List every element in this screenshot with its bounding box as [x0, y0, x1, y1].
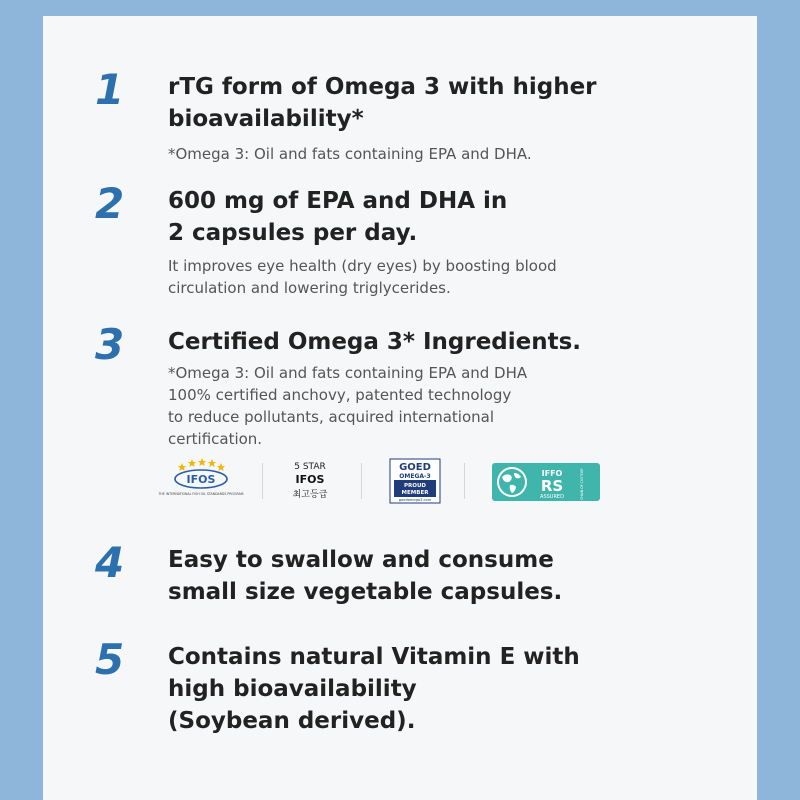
goed-url: goedomega3.com	[398, 498, 432, 502]
feature-number: 2	[95, 179, 125, 228]
five-star-ifos: IFOS	[295, 473, 325, 486]
ifos-logo-name: IFOS	[186, 473, 216, 486]
feature-description: *Omega 3: Oil and fats containing EPA and DHA 100% certified anchovy, patented technology to reduce pollutants, acquired international certification.	[168, 364, 528, 448]
feature-description: It improves eye health (dry eyes) by boosting blood circulation and lowering triglycerides.	[168, 257, 557, 297]
feature-title: rTG form of Omega 3 with higher bioavailability*	[168, 74, 597, 132]
iffo-assured: ASSURED	[540, 494, 564, 500]
goed-omega: OMEGA-3	[399, 473, 431, 480]
five-star-grade: 최고등급	[292, 490, 328, 500]
goed-member: MEMBER	[401, 490, 429, 496]
goed-proud: PROUD	[404, 483, 426, 489]
certification-logos	[158, 457, 608, 505]
iffo-side-text: CHAIN OF CUSTODY	[580, 468, 584, 500]
five-star-label: 5 STAR	[294, 462, 326, 472]
feature-title: Contains natural Vitamin E with high bioavailability (Soybean derived).	[168, 644, 580, 734]
feature-number: 4	[95, 538, 125, 587]
iffo-rs: RS	[540, 477, 564, 495]
feature-title: Certified Omega 3* Ingredients.	[168, 329, 582, 355]
feature-title: 600 mg of EPA and DHA in 2 capsules per day.	[168, 188, 508, 246]
logo-divider	[262, 463, 263, 499]
iffo-name: IFFO	[541, 469, 563, 478]
goed-logo	[388, 457, 444, 505]
feature-number: 1	[95, 65, 125, 114]
logo-divider	[464, 463, 465, 499]
ifos-logo-caption: THE INTERNATIONAL FISH OIL STANDARDS PROGRAM	[158, 492, 244, 496]
ifos-logo	[158, 457, 244, 505]
feature-description: *Omega 3: Oil and fats containing EPA and DHA.	[168, 145, 532, 163]
content-card	[43, 16, 757, 800]
feature-title: Easy to swallow and consume small size vegetable capsules.	[168, 547, 563, 605]
logo-divider	[361, 463, 362, 499]
feature-number: 5	[95, 635, 125, 684]
five-star-ifos-logo	[286, 457, 342, 505]
feature-number: 3	[95, 320, 125, 369]
goed-name: GOED	[399, 462, 431, 473]
iffo-rs-logo	[490, 457, 604, 505]
